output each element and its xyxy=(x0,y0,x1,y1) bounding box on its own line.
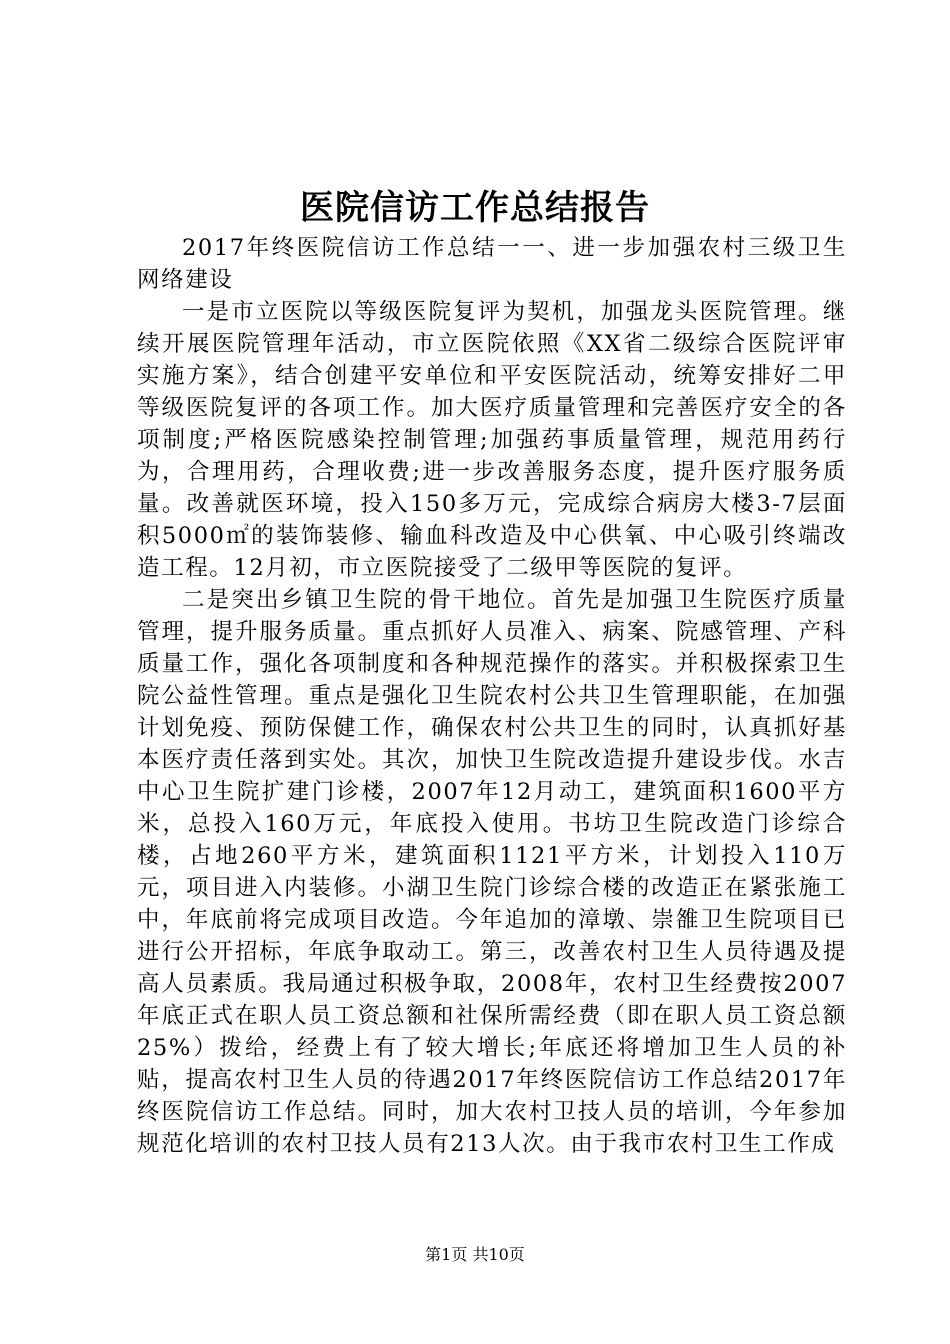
page-number-footer: 第1页 共10页 xyxy=(425,1245,525,1264)
paragraph-hospital-management: 一是市立医院以等级医院复评为契机，加强龙头医院管理。继续开展医院管理年活动，市立医院依照《XX省二级综合医院评审实施方案》，结合创建平安单位和平安医院活动，统筹安排好二甲等级医院复评的各项工作。加大医疗质量管理和完善医疗安全的各项制度;严格医院感染控制管理;加强药事质量管理，规范用药行为，合理用药，合理收费;进一步改善服务态度，提升医疗服务质量。改善就医环境，投入150多万元，完成综合病房大楼3-7层面积5000㎡的装饰装修、输血科改造及中心供氧、中心吸引终端改造工程。12月初，市立医院接受了二级甲等医院的复评。 xyxy=(137,299,847,581)
paragraph-intro: 2017年终医院信访工作总结一一、进一步加强农村三级卫生网络建设 xyxy=(137,235,847,293)
document-body xyxy=(137,232,847,1160)
paragraph-township-health-centers: 二是突出乡镇卫生院的骨干地位。首先是加强卫生院医疗质量管理，提升服务质量。重点抓好人员准入、病案、院感管理、产科质量工作，强化各项制度和各种规范操作的落实。并积极探索卫生院公益性管理。重点是强化卫生院农村公共卫生管理职能，在加强计划免疫、预防保健工作，确保农村公共卫生的同时，认真抓好基本医疗责任落到实处。其次，加快卫生院改造提升建设步伐。水吉中心卫生院扩建门诊楼，2007年12月动工，建筑面积1600平方米，总投入160万元，年底投入使用。书坊卫生院改造门诊综合楼，占地260平方米，建筑面积1121平方米，计划投入110万元，项目进入内装修。小湖卫生院门诊综合楼的改造正在紧张施工中，年底前将完成项目改造。今年追加的漳墩、崇雒卫生院项目已进行公开招标，年底争取动工。第三，改善农村卫生人员待遇及提高人员素质。我局通过积极争取，2008年，农村卫生经费按2007年底正式在职人员工资总额和社保所需经费（即在职人员工资总额25%）拨给，经费上有了较大增长;年底还将增加卫生人员的补贴，提高农村卫生人员的待遇2017年终医院信访工作总结2017年终医院信访工作总结。同时，加大农村卫技人员的培训，今年参加规范化培训的农村卫技人员有213人次。由于我市农村卫生工作成 xyxy=(137,587,847,1157)
document-title: 医院信访工作总结报告 xyxy=(300,188,650,228)
